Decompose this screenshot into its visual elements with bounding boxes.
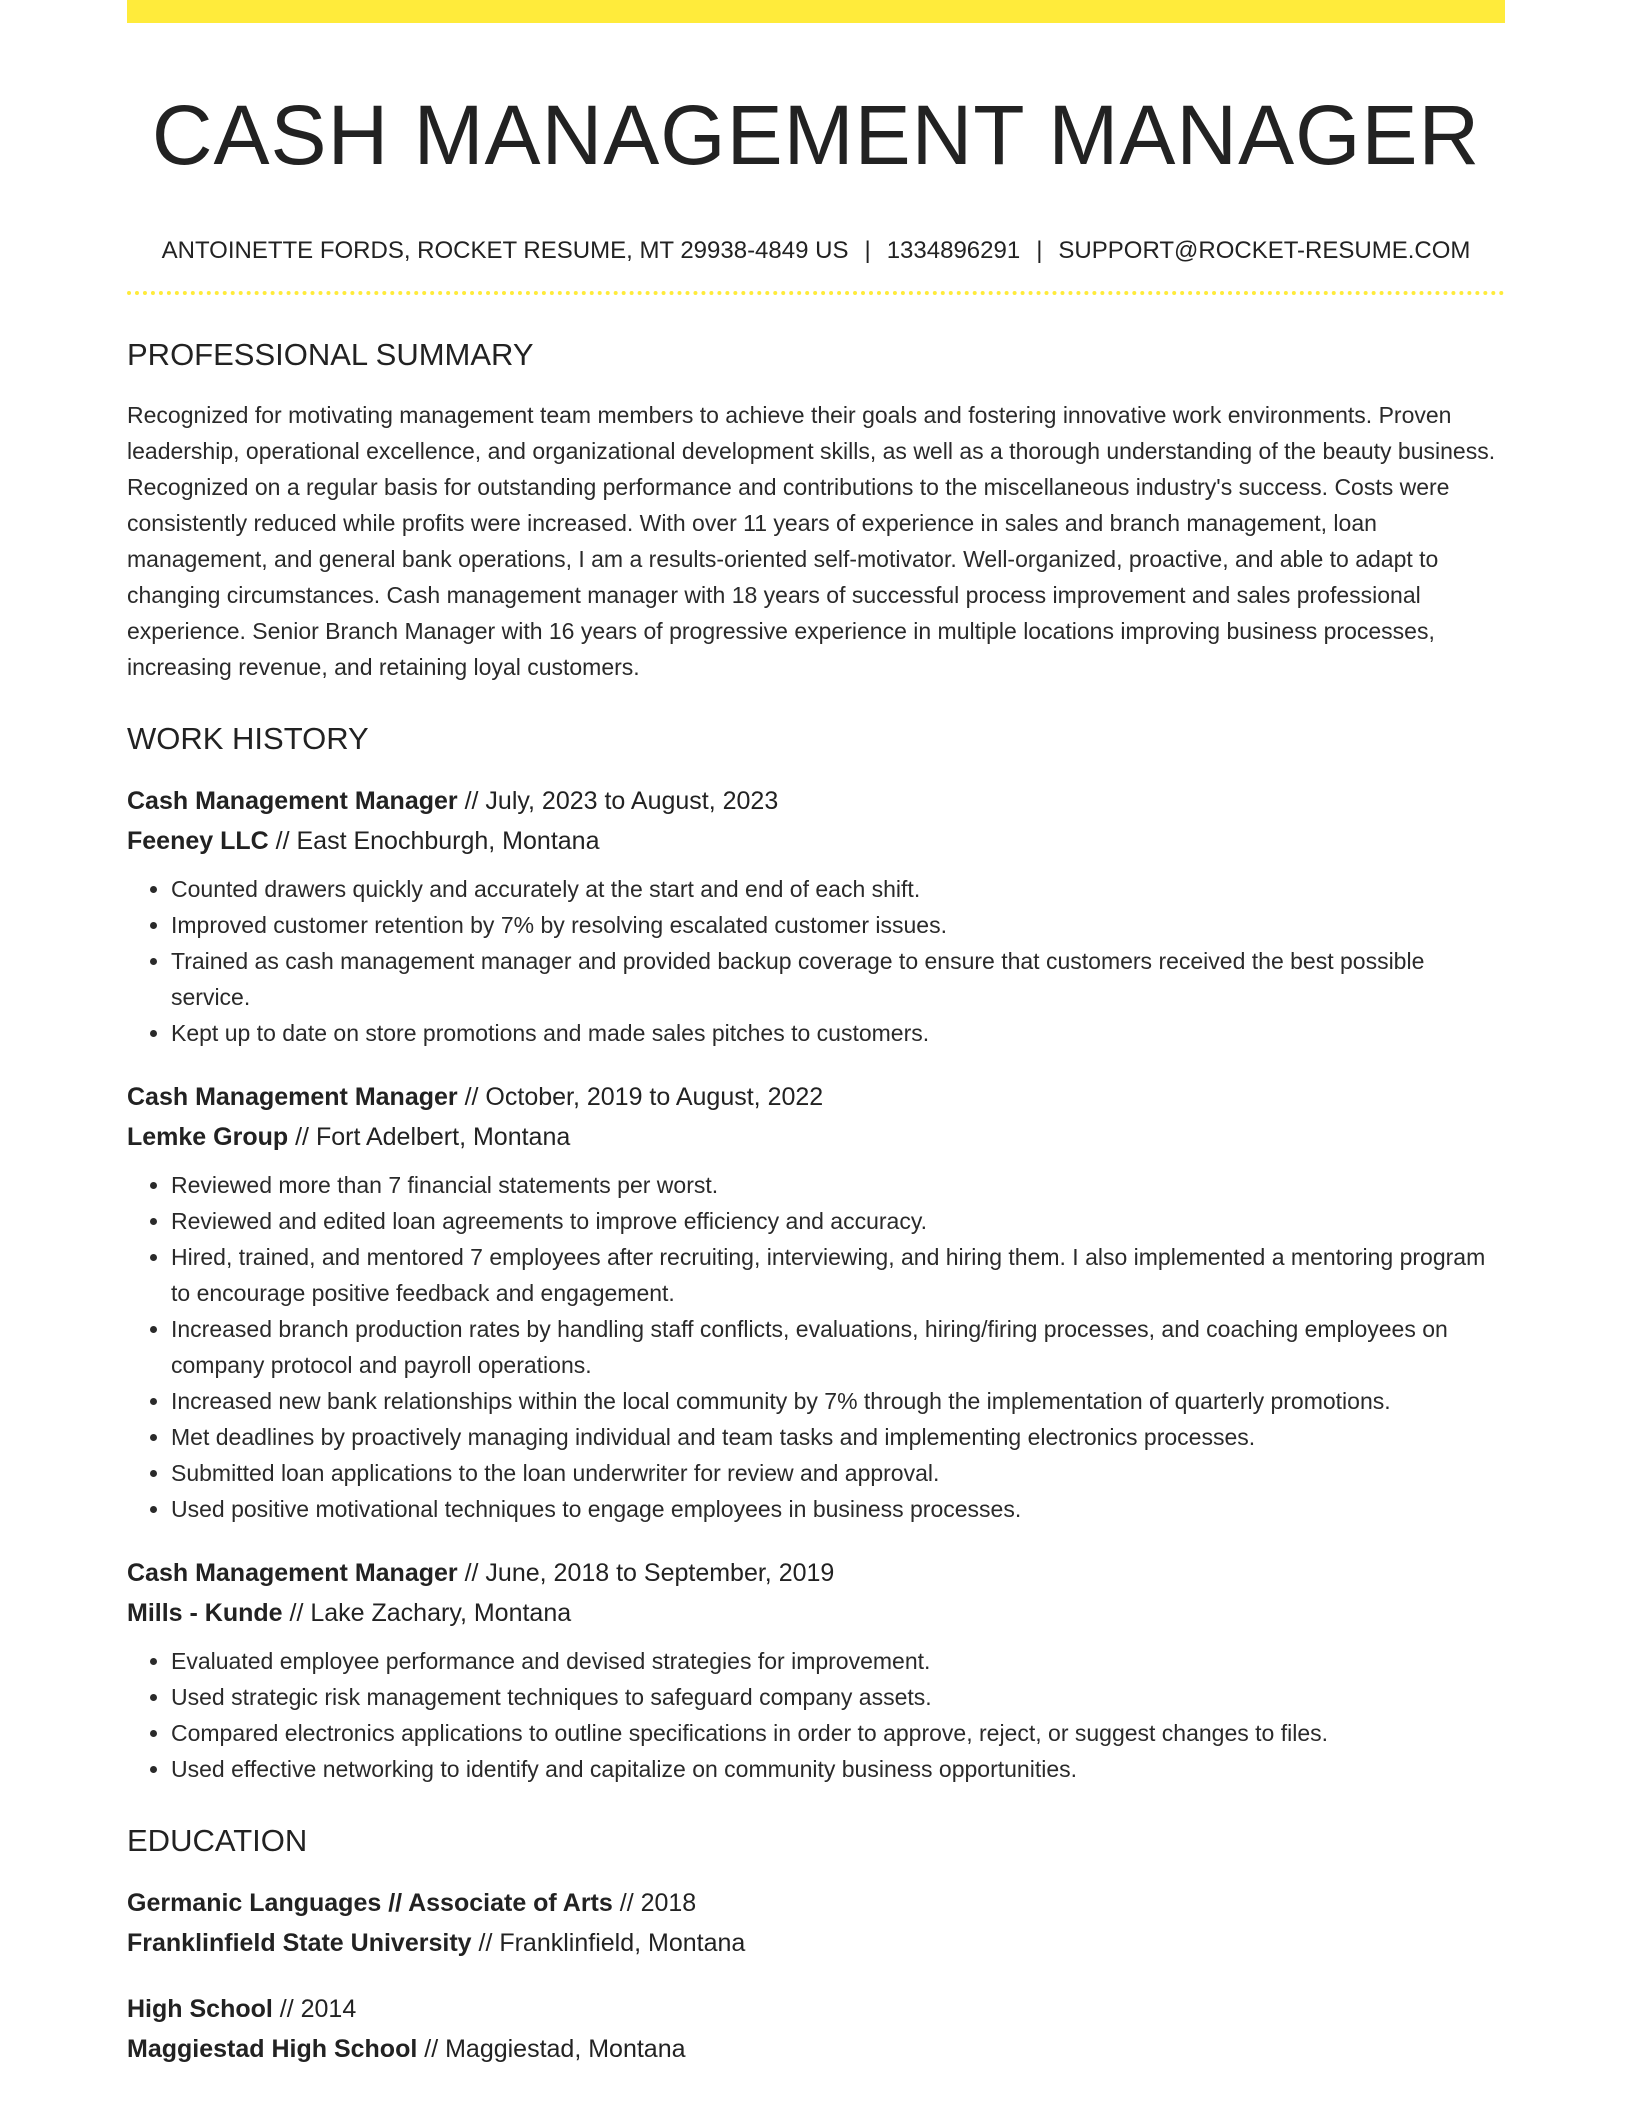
education-degree: High School xyxy=(127,1995,273,2023)
job-bullet: • Hired, trained, and mentored 7 employees after recruiting, interviewing, and hiring them. I also implemented a mentoring program to encourage positive feedback and engagement. xyxy=(171,1239,1505,1311)
job-bullet: • Compared electronics applications to outline specifications in order to approve, reject, or suggest changes to files. xyxy=(171,1715,1505,1751)
education-degree-line xyxy=(127,1989,1505,2029)
job-bullet: • Reviewed and edited loan agreements to improve efficiency and accuracy. xyxy=(171,1203,1505,1239)
job-dates: // October, 2019 to August, 2022 xyxy=(464,1083,824,1111)
job-bullet: • Evaluated employee performance and devised strategies for improvement. xyxy=(171,1643,1505,1679)
job-location: // East Enochburgh, Montana xyxy=(275,827,600,855)
job-company: Mills - Kunde xyxy=(127,1599,283,1627)
section-heading-education: EDUCATION xyxy=(127,1823,308,1858)
job-title-line xyxy=(127,1077,1505,1117)
resume-page xyxy=(127,0,1505,2069)
job-title: Cash Management Manager xyxy=(127,1083,458,1111)
job-entry xyxy=(127,781,1505,1051)
job-title-line xyxy=(127,1553,1505,1593)
contact-line xyxy=(127,235,1505,267)
job-bullet: • Kept up to date on store promotions and made sales pitches to customers. xyxy=(171,1015,1505,1051)
job-bullet: • Increased branch production rates by handling staff conflicts, evaluations, hiring/firing processes, and coaching employees on company protocol and payroll operations. xyxy=(171,1311,1505,1383)
job-location: // Lake Zachary, Montana xyxy=(289,1599,572,1627)
job-bullet: • Used positive motivational techniques to engage employees in business processes. xyxy=(171,1491,1505,1527)
job-title-line xyxy=(127,781,1505,821)
education-location: // Maggiestad, Montana xyxy=(424,2035,686,2063)
job-company: Feeney LLC xyxy=(127,827,269,855)
contact-separator: | xyxy=(864,237,871,264)
job-bullets xyxy=(127,1167,1505,1527)
education-year: // 2014 xyxy=(279,1995,357,2023)
summary-text: Recognized for motivating management team members to achieve their goals and fostering innovative work environments. Proven leadership, operational excellence, and organizational development skills, as well as a thorough understanding of the beauty business. Recognized on a regular basis for outstanding performance and contributions to the miscellaneous industry's success. Costs were consistently reduced while profits were increased. With over 11 years of experience in sales and branch management, loan management, and general bank operations, I am a results-oriented self-motivator. Well-organized, proactive, and able to adapt to changing circumstances. Cash management manager with 18 years of successful process improvement and sales professional experience. Senior Branch Manager with 16 years of progressive experience in multiple locations improving business processes, increasing revenue, and retaining loyal customers. xyxy=(127,402,1496,680)
job-bullets xyxy=(127,871,1505,1051)
education-degree: Germanic Languages // Associate of Arts xyxy=(127,1889,613,1917)
education-school: Maggiestad High School xyxy=(127,2035,418,2063)
job-entry xyxy=(127,1553,1505,1787)
job-dates: // June, 2018 to September, 2019 xyxy=(464,1559,835,1587)
job-bullet: • Increased new bank relationships within the local community by 7% through the implementation of quarterly promotions. xyxy=(171,1383,1505,1419)
education-school-line xyxy=(127,2029,1505,2069)
contact-email[interactable]: SUPPORT@ROCKET-RESUME.COM xyxy=(1058,237,1471,264)
contact-separator: | xyxy=(1036,237,1043,264)
section-heading-summary: PROFESSIONAL SUMMARY xyxy=(127,337,534,372)
job-title: Cash Management Manager xyxy=(127,787,458,815)
contact-address: ANTOINETTE FORDS, ROCKET RESUME, MT 29938-4849 US xyxy=(161,237,849,264)
job-company-line xyxy=(127,821,1505,861)
education-entry xyxy=(127,1989,1505,2069)
job-dates: // July, 2023 to August, 2023 xyxy=(464,787,779,815)
job-company-line xyxy=(127,1117,1505,1157)
job-bullet: • Trained as cash management manager and provided backup coverage to ensure that customers received the best possible service. xyxy=(171,943,1505,1015)
dotted-divider xyxy=(127,291,1505,295)
job-bullet: • Met deadlines by proactively managing individual and team tasks and implementing electronics processes. xyxy=(171,1419,1505,1455)
job-bullet: • Improved customer retention by 7% by resolving escalated customer issues. xyxy=(171,907,1505,943)
job-bullet: • Used effective networking to identify and capitalize on community business opportunities. xyxy=(171,1751,1505,1787)
job-bullet: • Used strategic risk management techniques to safeguard company assets. xyxy=(171,1679,1505,1715)
education-year: // 2018 xyxy=(619,1889,697,1917)
job-location: // Fort Adelbert, Montana xyxy=(295,1123,571,1151)
education-degree-line xyxy=(127,1883,1505,1923)
education-school-line xyxy=(127,1923,1505,1963)
job-company-line xyxy=(127,1593,1505,1633)
job-company: Lemke Group xyxy=(127,1123,289,1151)
accent-top-bar xyxy=(127,0,1505,23)
job-bullets xyxy=(127,1643,1505,1787)
resume-title: CASH MANAGEMENT MANAGER xyxy=(151,88,1481,182)
job-title: Cash Management Manager xyxy=(127,1559,458,1587)
education-entry xyxy=(127,1883,1505,1963)
job-bullet: • Reviewed more than 7 financial statements per worst. xyxy=(171,1167,1505,1203)
education-location: // Franklinfield, Montana xyxy=(478,1929,746,1957)
education-school: Franklinfield State University xyxy=(127,1929,472,1957)
job-bullet: • Submitted loan applications to the loan underwriter for review and approval. xyxy=(171,1455,1505,1491)
section-heading-work-history: WORK HISTORY xyxy=(127,721,369,756)
job-bullet: • Counted drawers quickly and accurately at the start and end of each shift. xyxy=(171,871,1505,907)
job-entry xyxy=(127,1077,1505,1527)
contact-phone[interactable]: 1334896291 xyxy=(886,237,1021,264)
